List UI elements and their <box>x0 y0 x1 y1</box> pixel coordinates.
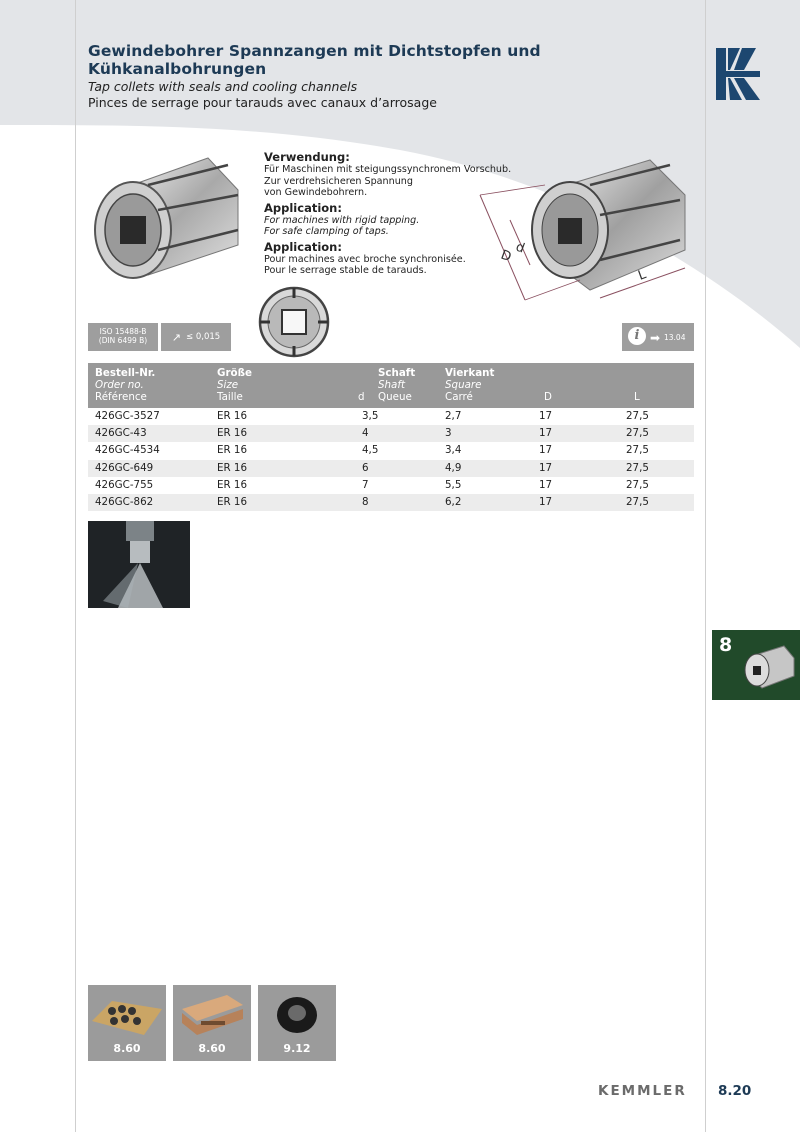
header-label-de: Vierkant <box>445 367 495 379</box>
table-row <box>88 460 694 477</box>
cell-d: 4,5 <box>362 444 379 457</box>
cell-d: 6 <box>362 461 369 474</box>
related-product-page-ref: 9.12 <box>283 1042 311 1055</box>
arrow-right-icon: ➡ <box>650 331 661 345</box>
cell-square: 3 <box>445 427 452 440</box>
runout-arrow-icon: ↗ <box>171 330 182 344</box>
cell-square: 6,2 <box>445 495 462 508</box>
cell-L: 27,5 <box>626 444 649 457</box>
column-L-header: L <box>634 391 640 403</box>
header-label-fr: Carré <box>445 391 473 403</box>
usage-text-line: Für Maschinen mit steigungssynchronem Vorschub. <box>264 164 512 175</box>
cell-size: ER 16 <box>217 461 248 474</box>
header-label-fr: Référence <box>95 391 147 403</box>
cell-D: 17 <box>539 461 553 474</box>
diagram-label-d: d <box>513 239 527 257</box>
chapter-collet-thumbnail <box>740 642 796 690</box>
cooling-application-photo <box>88 521 190 608</box>
related-product-page-ref: 8.60 <box>113 1042 141 1055</box>
header-label-fr: Taille <box>217 391 243 403</box>
usage-text-line: Zur verdrehsicheren Spannung <box>264 175 413 187</box>
table-row <box>88 442 694 459</box>
cell-size: ER 16 <box>217 495 248 508</box>
cell-order-no: 426GC-649 <box>95 461 154 474</box>
clamping-nut-image <box>272 991 322 1037</box>
title-french: Pinces de serrage pour tarauds avec canaux d’arrosage <box>88 95 437 110</box>
cell-size: ER 16 <box>217 444 248 457</box>
page-header <box>88 42 698 110</box>
cell-order-no: 426GC-4534 <box>95 444 160 457</box>
title-german: Gewindebohrer Spannzangen mit Dichtstopfen und Kühkanalbohrungen <box>88 42 541 78</box>
cell-size: ER 16 <box>217 478 248 491</box>
diagram-label-D: D <box>498 247 514 266</box>
table-row <box>88 408 694 425</box>
info-reference-badge[interactable] <box>622 323 694 351</box>
cell-order-no: 426GC-43 <box>95 427 147 440</box>
chapter-tab[interactable] <box>712 630 800 700</box>
left-margin-line <box>75 0 76 1132</box>
usage-heading-french: Application: <box>264 239 342 254</box>
cell-L: 27,5 <box>626 427 649 440</box>
kemmler-k-logo <box>716 48 760 100</box>
usage-text-line: von Gewindebohrern. <box>264 187 368 198</box>
table-row <box>88 477 694 494</box>
table-row <box>88 494 694 511</box>
cell-order-no: 426GC-3527 <box>95 410 160 422</box>
runout-tolerance-badge <box>161 323 231 351</box>
usage-heading-english: Application: <box>264 200 342 215</box>
column-D-header: D <box>544 391 552 403</box>
header-label-en: Square <box>445 379 482 391</box>
collet-photo <box>88 150 248 280</box>
header-label-en: Order no. <box>95 379 144 391</box>
title-english: Tap collets with seals and cooling channels <box>88 79 358 94</box>
column-square-header <box>445 367 494 403</box>
cell-square: 5,5 <box>445 478 462 491</box>
cell-d: 3,5 <box>362 410 379 422</box>
iso-standard-badge <box>88 323 158 351</box>
chapter-number: 8 <box>719 634 733 656</box>
cell-D: 17 <box>539 444 553 457</box>
din-standard-text: (DIN 6499 B) <box>98 336 148 345</box>
wooden-box-image <box>177 991 247 1037</box>
usage-text-line: Pour le serrage stable de tarauds. <box>264 265 427 276</box>
related-product-collet-set[interactable] <box>88 985 166 1061</box>
column-order-header <box>95 367 155 403</box>
info-icon: i <box>628 327 646 345</box>
cell-square: 2,7 <box>445 410 462 422</box>
column-size-header <box>217 367 252 403</box>
cell-L: 27,5 <box>626 410 649 422</box>
diagram-label-L: L <box>636 267 649 284</box>
cell-D: 17 <box>539 478 553 491</box>
related-product-wooden-box[interactable] <box>173 985 251 1061</box>
runout-tolerance-value: ≤ 0,015 <box>186 332 221 342</box>
header-label-fr: Queue <box>378 391 412 403</box>
cell-square: 3,4 <box>445 444 462 457</box>
cell-size: ER 16 <box>217 427 248 440</box>
cell-d: 8 <box>362 495 369 508</box>
iso-standard-text: ISO 15488-B <box>99 327 147 336</box>
header-label-de: Schaft <box>378 367 416 379</box>
related-product-page-ref: 8.60 <box>198 1042 226 1055</box>
header-label-en: Size <box>217 379 239 391</box>
usage-text-line: For machines with rigid tapping. <box>264 214 420 226</box>
collet-front-view <box>258 286 330 358</box>
cell-square: 4,9 <box>445 461 462 474</box>
usage-text-line: For safe clamping of taps. <box>264 226 389 237</box>
usage-text-line: Pour machines avec broche synchronisée. <box>264 253 466 265</box>
cell-d: 4 <box>362 427 369 440</box>
cell-size: ER 16 <box>217 410 248 422</box>
collet-dimension-diagram <box>470 150 700 315</box>
collet-tray-image <box>92 991 162 1037</box>
cell-order-no: 426GC-755 <box>95 478 154 491</box>
page-number: 8.20 <box>718 1083 752 1099</box>
cell-D: 17 <box>539 410 553 422</box>
cell-L: 27,5 <box>626 461 649 474</box>
cell-D: 17 <box>539 427 553 440</box>
table-header <box>88 363 694 408</box>
cell-L: 27,5 <box>626 478 649 491</box>
right-margin-line <box>705 0 706 1132</box>
related-product-clamping-nut[interactable] <box>258 985 336 1061</box>
table-row <box>88 425 694 442</box>
usage-heading-german: Verwendung: <box>264 150 350 164</box>
cell-order-no: 426GC-862 <box>95 495 154 508</box>
column-shank-header <box>378 367 415 403</box>
cell-d: 7 <box>362 478 369 491</box>
header-label-de: Bestell-Nr. <box>95 367 156 379</box>
column-d-header: d <box>358 391 365 403</box>
brand-name: KEMMLER <box>598 1083 687 1099</box>
header-label-de: Größe <box>217 367 252 379</box>
info-reference-page: 13.04 <box>664 333 686 342</box>
cell-D: 17 <box>539 495 553 508</box>
cell-L: 27,5 <box>626 495 649 508</box>
header-label-en: Shaft <box>378 379 406 391</box>
product-table <box>88 363 694 511</box>
